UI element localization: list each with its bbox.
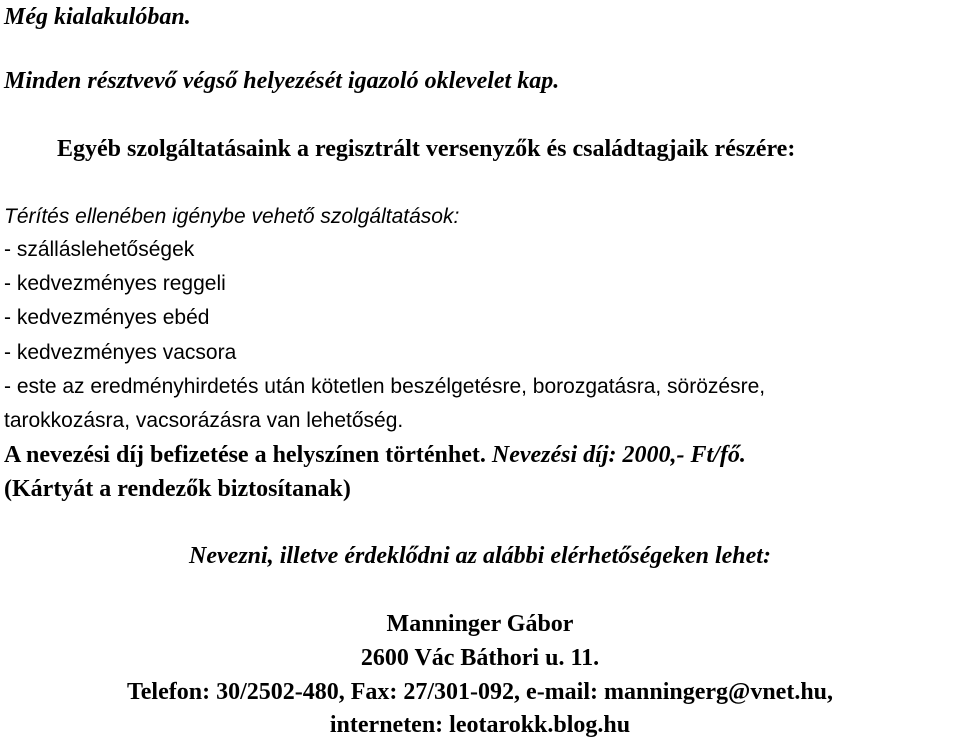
status-text: Még kialakulóban. bbox=[4, 4, 191, 30]
paid-services-intro: Térítés ellenében igénybe vehető szolgáltatások: bbox=[4, 205, 460, 228]
fee-line bbox=[4, 440, 746, 470]
evening-program-line-2: tarokkozásra, vacsorázásra van lehetőség. bbox=[4, 409, 404, 432]
cards-note: (Kártyát a rendezők biztosítanak) bbox=[4, 476, 351, 502]
list-item: - kedvezményes reggeli bbox=[4, 272, 226, 295]
contact-web: interneten: leotarokk.blog.hu bbox=[329, 712, 631, 738]
list-item: - kedvezményes vacsora bbox=[4, 341, 237, 364]
contact-name: Manninger Gábor bbox=[386, 611, 574, 637]
certificate-note: Minden résztvevő végső helyezését igazoló oklevelet kap. bbox=[4, 68, 560, 94]
services-heading: Egyéb szolgáltatásaink a regisztrált versenyzők és családtagjaik részére: bbox=[57, 136, 796, 162]
contact-address: 2600 Vác Báthori u. 11. bbox=[360, 645, 600, 671]
evening-program-line-1: - este az eredményhirdetés után kötetlen beszélgetésre, borozgatásra, sörözésre, bbox=[4, 375, 766, 398]
fee-label: Nevezési díj: 2000,- Ft/fő. bbox=[491, 442, 746, 468]
list-item: - szálláslehetőségek bbox=[4, 238, 195, 261]
list-item: - kedvezményes ebéd bbox=[4, 306, 210, 329]
contact-intro: Nevezni, illetve érdeklődni az alábbi elérhetőségeken lehet: bbox=[189, 543, 771, 569]
contact-phone-fax-email: Telefon: 30/2502-480, Fax: 27/301-092, e-mail: manningerg@vnet.hu, bbox=[126, 679, 834, 705]
payment-note: A nevezési díj befizetése a helyszínen történhet. bbox=[4, 442, 486, 468]
